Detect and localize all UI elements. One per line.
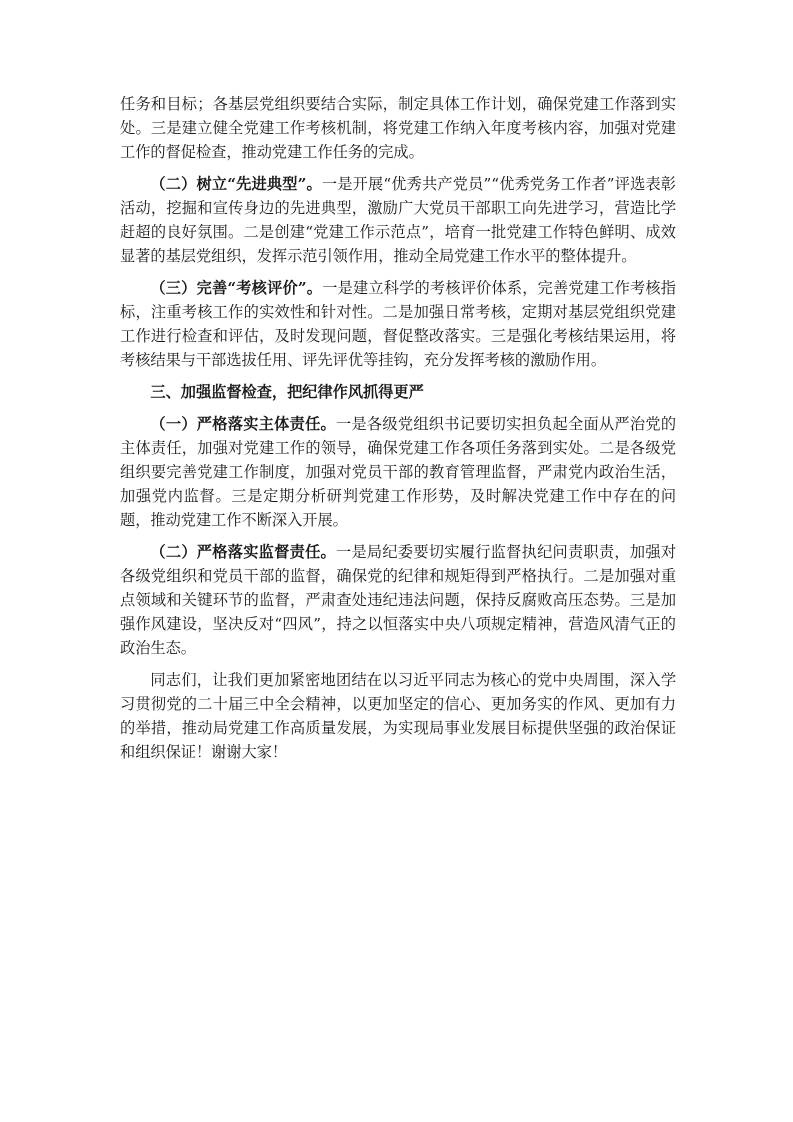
paragraph-primary-responsibility [120, 412, 676, 532]
paragraph-lead: （二）严格落实监督责任。 [150, 543, 336, 561]
paragraph-body: 同志们，让我们更加紧密地团结在以习近平同志为核心的党中央周围，深入学习贯彻党的二十届三中全会精神，以更加坚定的信心、更加务实的作风、更加有力的举措，推动局党建工作高质量发展，为实现局事业发展目标提供坚强的政治保证和组织保证！谢谢大家！ [120, 671, 676, 761]
paragraph-body: 一是局纪委要切实履行监督执纪问责职责，加强对各级党组织和党员干部的监督，确保党的纪律和规矩得到严格执行。二是加强对重点领域和关键环节的监督，严肃查处违纪违法问题，保持反腐败高压态势。三是加强作风建设，坚决反对“四风”，持之以恒落实中央八项规定精神，营造风清气正的政治生态。 [120, 543, 677, 657]
paragraph-supervision-responsibility [120, 540, 676, 660]
paragraph-body: 一是建立科学的考核评价体系，完善党建工作考核指标，注重考核工作的实效性和针对性。二是加强日常考核，定期对基层党组织党建工作进行检查和评估，及时发现问题，督促整改落实。三是强化考核结果运用，将考核结果与干部选拔任用、评先评优等挂钩，充分发挥考核的激励作用。 [120, 279, 676, 369]
paragraph-lead: （一）严格落实主体责任。 [150, 415, 336, 433]
paragraph-body: 一是各级党组织书记要切实担负起全面从严治党的主体责任，加强对党建工作的领导，确保党建工作各项任务落到实处。二是各级党组织要完善党建工作制度，加强对党员干部的教育管理监督，严肃党内政治生活，加强党内监督。三是定期分析研判党建工作形势，及时解决党建工作中存在的问题，推动党建工作不断深入开展。 [120, 415, 677, 529]
paragraph-body: 一是开展“优秀共产党员”“优秀党务工作者”评选表彰活动，挖掘和宣传身边的先进典型，激励广大党员干部职工向先进学习，营造比学赶超的良好氛围。二是创建“党建工作示范点”，培育一批党建工作特色鲜明、成效显著的基层党组织，发挥示范引领作用，推动全局党建工作水平的整体提升。 [120, 175, 676, 265]
paragraph-body: 任务和目标；各基层党组织要结合实际，制定具体工作计划，确保党建工作落到实处。三是建立健全党建工作考核机制，将党建工作纳入年度考核内容，加强对党建工作的督促检查，推动党建工作任务的完成。 [120, 95, 676, 161]
paragraph-lead: （三）完善“考核评价”。 [150, 279, 323, 297]
paragraph-closing [120, 668, 676, 764]
section-heading: 三、加强监督检查，把纪律作风抓得更严 [150, 383, 424, 401]
paragraph-continuation [120, 92, 676, 164]
paragraph-evaluation [120, 276, 676, 372]
document-page [120, 92, 676, 772]
paragraph-lead: （二）树立“先进典型”。 [150, 175, 322, 193]
paragraph-advanced-models [120, 172, 676, 268]
